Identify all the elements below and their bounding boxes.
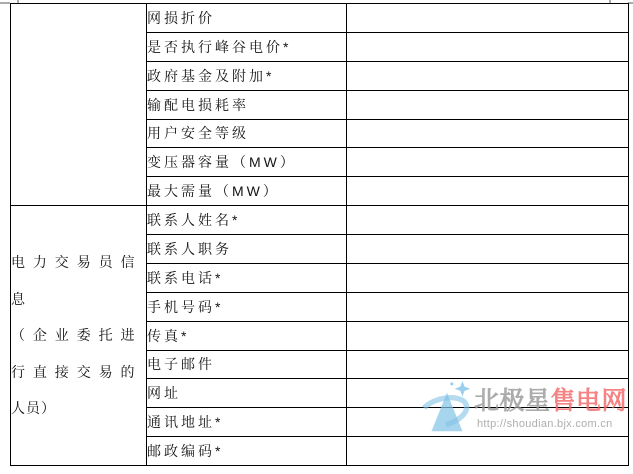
value-cell — [347, 321, 629, 350]
field-label-cell: 手机号码* — [147, 292, 347, 321]
field-label-cell: 电子邮件 — [147, 350, 347, 379]
value-cell — [347, 235, 629, 264]
section-label-line: 人员） — [11, 400, 56, 417]
section-label-cell — [11, 4, 147, 206]
value-cell — [347, 263, 629, 292]
value-cell — [347, 32, 629, 61]
field-label-cell: 网损折价 — [147, 4, 347, 33]
field-label-cell: 是否执行峰谷电价* — [147, 32, 347, 61]
value-cell — [347, 292, 629, 321]
field-label-cell: 联系人职务 — [147, 235, 347, 264]
table-row — [11, 4, 629, 33]
value-cell — [347, 119, 629, 148]
field-label-cell: 用户安全等级 — [147, 119, 347, 148]
section-label-line: 息 — [11, 290, 26, 307]
field-label-cell: 网址 — [147, 379, 347, 408]
field-label-cell: 政府基金及附加* — [147, 61, 347, 90]
section-label-line: 电力交易员信 — [11, 254, 143, 271]
field-label-cell: 最大需量（MW） — [147, 177, 347, 206]
value-cell — [347, 4, 629, 33]
field-label-cell: 通讯地址* — [147, 408, 347, 437]
field-label-cell: 联系人姓名* — [147, 206, 347, 235]
field-label-cell: 变压器容量（MW） — [147, 148, 347, 177]
value-cell — [347, 61, 629, 90]
form-table-body — [11, 4, 629, 466]
table-row — [11, 206, 629, 235]
field-label-cell: 邮政编码* — [147, 437, 347, 466]
value-cell — [347, 148, 629, 177]
value-cell — [347, 408, 629, 437]
value-cell — [347, 350, 629, 379]
watermark-brand-secondary: 售电网 — [550, 387, 628, 415]
value-cell — [347, 206, 629, 235]
value-cell — [347, 379, 629, 408]
field-label-cell: 联系电话* — [147, 263, 347, 292]
watermark-brand-primary: 北极星 — [474, 387, 551, 415]
watermark-url: http://shoudian.bjx.com.cn — [477, 418, 613, 430]
value-cell — [347, 437, 629, 466]
cropped-gridline-artifact — [0, 2, 10, 4]
value-cell — [347, 177, 629, 206]
field-label-cell: 传真* — [147, 321, 347, 350]
registration-form-table — [10, 3, 629, 466]
field-label-cell: 输配电损耗率 — [147, 90, 347, 119]
section-label-line: 行直接交易的 — [11, 363, 143, 380]
value-cell — [347, 90, 629, 119]
section-label-line: （企业委托进 — [11, 327, 143, 344]
section-label-cell — [11, 206, 147, 466]
